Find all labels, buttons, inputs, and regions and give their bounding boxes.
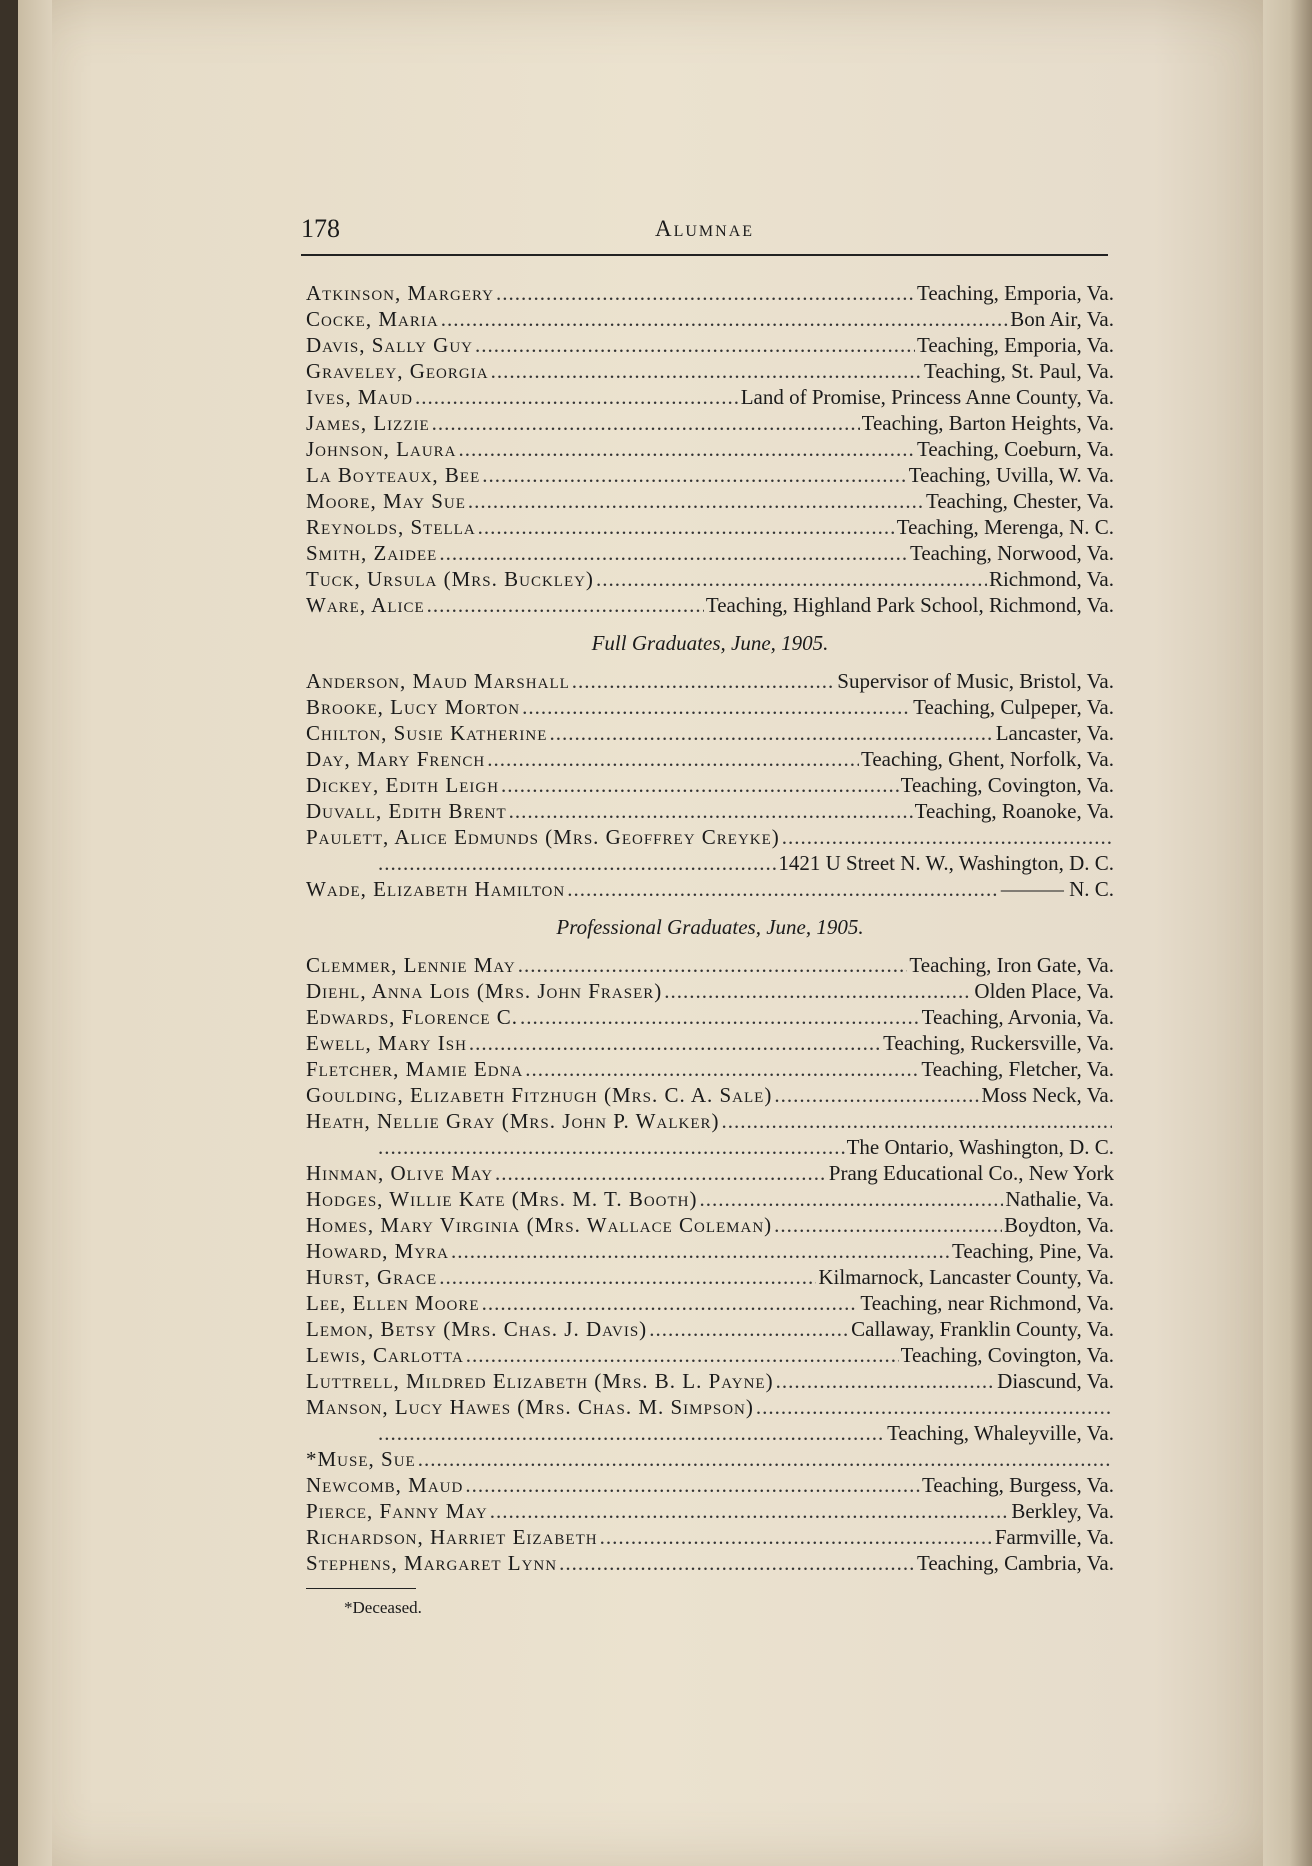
leader-dots: [415, 384, 739, 410]
list-entry: [306, 876, 1114, 902]
entry-location: Teaching, Chester, Va.: [926, 489, 1114, 513]
leader-dots: [525, 1056, 919, 1082]
entry-location: Teaching, Emporia, Va.: [917, 281, 1114, 305]
leader-dots: [378, 1134, 845, 1160]
entry-location: Teaching, Barton Heights, Va.: [861, 411, 1114, 435]
list-entry: [306, 1446, 1114, 1472]
entry-location: ——— N. C.: [1000, 877, 1114, 901]
entry-name: Ewell, Mary Ish: [306, 1031, 467, 1055]
list-entry: [306, 306, 1114, 332]
page-header: [301, 214, 1108, 256]
entry-location: Teaching, Fletcher, Va.: [921, 1057, 1114, 1081]
entry-name: Ives, Maud: [306, 385, 414, 409]
list-entry: [306, 746, 1114, 772]
list-entry: [306, 952, 1114, 978]
entry-name: Smith, Zaidee: [306, 541, 438, 565]
list-entry: [306, 720, 1114, 746]
professional-graduates-list: [306, 952, 1114, 1576]
entry-name: Edwards, Florence C.: [306, 1005, 519, 1029]
entry-location: Teaching, Norwood, Va.: [909, 541, 1114, 565]
list-entry: [306, 1238, 1114, 1264]
entry-location: Teaching, Emporia, Va.: [917, 333, 1114, 357]
list-entry: [306, 436, 1114, 462]
leader-dots: [439, 540, 908, 566]
entry-name: Tuck, Ursula (Mrs. Buckley): [306, 567, 594, 591]
list-entry: [306, 566, 1114, 592]
entry-location: Prang Educational Co., New York: [828, 1161, 1114, 1185]
book-page: [18, 0, 1280, 1866]
entry-location: Teaching, Roanoke, Va.: [914, 799, 1114, 823]
entry-location: Bon Air, Va.: [1010, 307, 1114, 331]
entry-location: Teaching, near Richmond, Va.: [860, 1291, 1114, 1315]
entry-name: Stephens, Margaret Lynn: [306, 1551, 558, 1575]
entry-location: Callaway, Franklin County, Va.: [851, 1317, 1114, 1341]
page-outer-edge: [1263, 0, 1312, 1866]
entry-location: Teaching, Ghent, Norfolk, Va.: [861, 747, 1114, 771]
entry-name: Graveley, Georgia: [306, 359, 489, 383]
list-entry: [306, 772, 1114, 798]
leader-dots: [439, 1264, 816, 1290]
entry-location: Teaching, Merenga, N. C.: [896, 515, 1114, 539]
leader-dots: [466, 1342, 899, 1368]
leader-dots: [572, 668, 836, 694]
leader-dots: [490, 1498, 1010, 1524]
leader-dots: [451, 1238, 950, 1264]
leader-dots: [559, 1550, 915, 1576]
list-entry: [306, 1342, 1114, 1368]
entry-name: Wade, Elizabeth Hamilton: [306, 877, 566, 901]
list-entry: [306, 1082, 1114, 1108]
entry-name: Brooke, Lucy Morton: [306, 695, 521, 719]
list-entry: [306, 384, 1114, 410]
entry-name: Newcomb, Maud: [306, 1473, 464, 1497]
entry-location: Teaching, Coeburn, Va.: [916, 437, 1114, 461]
entry-name: Moore, May Sue: [306, 489, 466, 513]
entry-name: Diehl, Anna Lois (Mrs. John Fraser): [306, 979, 663, 1003]
entry-location: Berkley, Va.: [1011, 1499, 1114, 1523]
page-binding-edge: [18, 0, 52, 1866]
entry-name: Duvall, Edith Brent: [306, 799, 507, 823]
list-entry-continuation: [306, 1134, 1114, 1160]
leader-dots: [782, 824, 1112, 850]
leader-dots: [664, 978, 972, 1004]
entry-name: Homes, Mary Virginia (Mrs. Wallace Coleman): [306, 1213, 773, 1237]
entry-name: Hinman, Olive May: [306, 1161, 494, 1185]
entry-location: Teaching, Covington, Va.: [900, 1343, 1114, 1367]
leader-dots: [596, 566, 987, 592]
leader-dots: [465, 1472, 920, 1498]
list-entry: [306, 1264, 1114, 1290]
list-entry: [306, 462, 1114, 488]
list-entry: [306, 1160, 1114, 1186]
entry-name: Dickey, Edith Leigh: [306, 773, 500, 797]
list-entry: [306, 1004, 1114, 1030]
entry-location: Supervisor of Music, Bristol, Va.: [837, 669, 1114, 693]
leader-dots: [567, 876, 999, 902]
list-entry: [306, 1524, 1114, 1550]
entry-location: Boydton, Va.: [1004, 1213, 1114, 1237]
entry-location: Farmville, Va.: [994, 1525, 1114, 1549]
entry-name: Hodges, Willie Kate (Mrs. M. T. Booth): [306, 1187, 698, 1211]
list-entry: [306, 1030, 1114, 1056]
leader-dots: [487, 746, 859, 772]
list-entry: [306, 1472, 1114, 1498]
list-entry: [306, 798, 1114, 824]
section-heading-professional-graduates: Professional Graduates, June, 1905.: [556, 915, 864, 939]
list-entry: [306, 332, 1114, 358]
list-entry: [306, 1290, 1114, 1316]
leader-dots: [699, 1186, 1003, 1212]
entry-location: The Ontario, Washington, D. C.: [846, 1135, 1114, 1159]
leader-dots: [432, 410, 860, 436]
entry-name: Hurst, Grace: [306, 1265, 438, 1289]
leader-dots: [482, 462, 907, 488]
list-entry: [306, 1394, 1114, 1420]
entry-location: Nathalie, Va.: [1005, 1187, 1114, 1211]
entry-name: Ware, Alice: [306, 593, 425, 617]
entry-location: Richmond, Va.: [988, 567, 1114, 591]
entry-name: Atkinson, Margery: [306, 281, 495, 305]
entry-name: La Boyteaux, Bee: [306, 463, 481, 487]
entry-location: Olden Place, Va.: [974, 979, 1114, 1003]
entry-name: Luttrell, Mildred Elizabeth (Mrs. B. L. Payne): [306, 1369, 774, 1393]
entry-location: Teaching, Burgess, Va.: [922, 1473, 1114, 1497]
list-entry: [306, 540, 1114, 566]
section-heading-full-graduates: Full Graduates, June, 1905.: [591, 631, 829, 655]
list-entry: [306, 978, 1114, 1004]
entry-name: Howard, Myra: [306, 1239, 450, 1263]
footnote: *Deceased.: [344, 1598, 422, 1617]
running-title: Alumnae: [654, 216, 755, 241]
footnote-rule: [306, 1588, 416, 1595]
leader-dots: [427, 592, 704, 618]
leader-dots: [501, 772, 899, 798]
page-number: 178: [301, 214, 340, 243]
entry-location: Teaching, Pine, Va.: [951, 1239, 1114, 1263]
entry-name: Paulett, Alice Edmunds (Mrs. Geoffrey Creyke): [306, 825, 780, 849]
leader-dots: [509, 798, 913, 824]
entry-name: Pierce, Fanny May: [306, 1499, 488, 1523]
entry-name: Lewis, Carlotta: [306, 1343, 464, 1367]
entry-location: Diascund, Va.: [997, 1369, 1114, 1393]
leader-dots: [441, 306, 1009, 332]
list-entry: [306, 1550, 1114, 1576]
entry-location: Teaching, Cambria, Va.: [917, 1551, 1114, 1575]
entry-name: Lee, Ellen Moore: [306, 1291, 480, 1315]
leader-dots: [774, 1082, 979, 1108]
entry-location: 1421 U Street N. W., Washington, D. C.: [778, 851, 1114, 875]
entry-location: Land of Promise, Princess Anne County, Va.: [740, 385, 1114, 409]
leader-dots: [600, 1524, 993, 1550]
entry-name: Cocke, Maria: [306, 307, 439, 331]
entry-location: Teaching, St. Paul, Va.: [923, 359, 1114, 383]
leader-dots: [459, 436, 915, 462]
list-entry: [306, 1498, 1114, 1524]
list-entry: [306, 824, 1114, 850]
entry-name: Day, Mary French: [306, 747, 486, 771]
entry-location: Teaching, Culpeper, Va.: [913, 695, 1114, 719]
list-entry: [306, 1316, 1114, 1342]
entry-name: Clemmer, Lennie May: [306, 953, 516, 977]
entry-name: Manson, Lucy Hawes (Mrs. Chas. M. Simpson): [306, 1395, 754, 1419]
entry-name: Richardson, Harriet Eizabeth: [306, 1525, 598, 1549]
entry-name: Fletcher, Mamie Edna: [306, 1057, 524, 1081]
entry-name: Lemon, Betsy (Mrs. Chas. J. Davis): [306, 1317, 648, 1341]
list-entry: [306, 1108, 1114, 1134]
leader-dots: [649, 1316, 849, 1342]
entry-name: Anderson, Maud Marshall: [306, 669, 570, 693]
list-entry: [306, 1212, 1114, 1238]
leader-dots: [469, 1030, 881, 1056]
entry-name: Davis, Sally Guy: [306, 333, 473, 357]
leader-dots: [495, 1160, 827, 1186]
list-entry: [306, 592, 1114, 618]
full-graduates-list: [306, 668, 1114, 902]
list-entry: [306, 410, 1114, 436]
leader-dots: [418, 1446, 1112, 1472]
leader-dots: [756, 1394, 1112, 1420]
list-entry: [306, 358, 1114, 384]
leader-dots: [549, 720, 993, 746]
list-entry: [306, 488, 1114, 514]
entry-location: Teaching, Highland Park School, Richmond, Va.: [705, 593, 1114, 617]
leader-dots: [520, 1004, 920, 1030]
list-entry: [306, 1186, 1114, 1212]
leader-dots: [721, 1108, 1112, 1134]
list-entry: [306, 514, 1114, 540]
list-entry: [306, 694, 1114, 720]
entry-name: Johnson, Laura: [306, 437, 457, 461]
entry-location: Teaching, Uvilla, W. Va.: [908, 463, 1114, 487]
leader-dots: [468, 488, 924, 514]
entry-location: Teaching, Ruckersville, Va.: [883, 1031, 1114, 1055]
list-entry: [306, 668, 1114, 694]
entry-name: Goulding, Elizabeth Fitzhugh (Mrs. C. A. Sale): [306, 1083, 773, 1107]
leader-dots: [482, 1290, 859, 1316]
list-entry: [306, 1368, 1114, 1394]
entry-name: Heath, Nellie Gray (Mrs. John P. Walker): [306, 1109, 720, 1133]
leader-dots: [478, 514, 895, 540]
list-entry: [306, 1056, 1114, 1082]
list-entry-continuation: [306, 1420, 1114, 1446]
leader-dots: [522, 694, 911, 720]
entry-location: Teaching, Arvonia, Va.: [921, 1005, 1114, 1029]
leader-dots: [475, 332, 915, 358]
entry-location: Teaching, Iron Gate, Va.: [909, 953, 1114, 977]
entry-name: Reynolds, Stella: [306, 515, 476, 539]
leader-dots: [378, 1420, 885, 1446]
entry-location: Teaching, Covington, Va.: [900, 773, 1114, 797]
entry-location: Moss Neck, Va.: [981, 1083, 1114, 1107]
list-entry-continuation: [306, 850, 1114, 876]
entry-name: James, Lizzie: [306, 411, 430, 435]
alumnae-list-section: [306, 280, 1114, 618]
entry-name: *Muse, Sue: [306, 1447, 416, 1471]
leader-dots: [776, 1368, 996, 1394]
entry-location: Kilmarnock, Lancaster County, Va.: [818, 1265, 1114, 1289]
entry-location: Lancaster, Va.: [995, 721, 1114, 745]
leader-dots: [518, 952, 908, 978]
leader-dots: [491, 358, 922, 384]
alumnae-list: [306, 280, 1114, 1625]
entry-name: Chilton, Susie Katherine: [306, 721, 548, 745]
entry-location: Teaching, Whaleyville, Va.: [887, 1421, 1114, 1445]
leader-dots: [378, 850, 776, 876]
list-entry: [306, 280, 1114, 306]
leader-dots: [496, 280, 915, 306]
leader-dots: [774, 1212, 1002, 1238]
